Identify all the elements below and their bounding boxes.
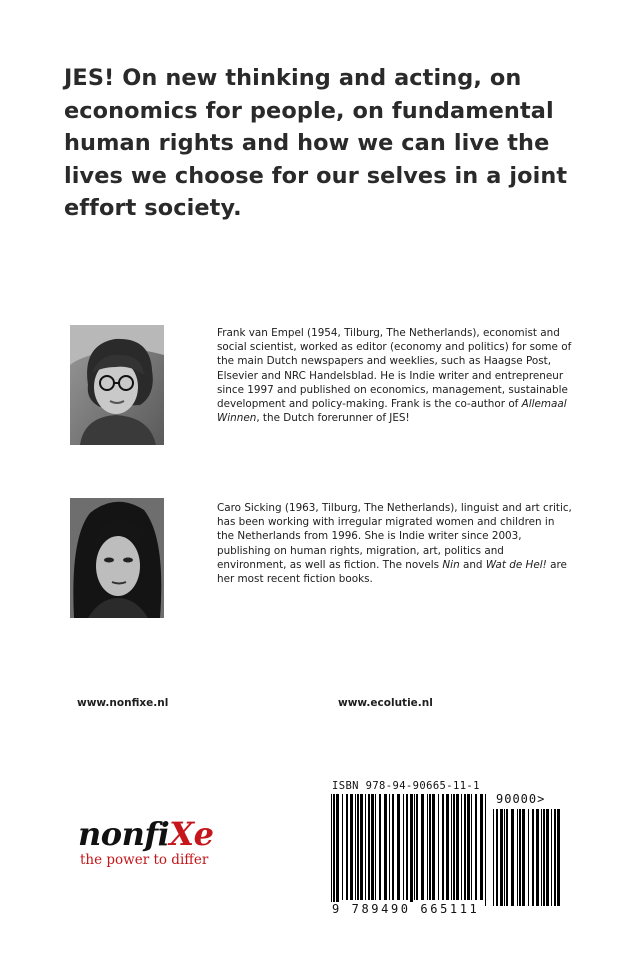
- barcode-bar: [350, 794, 353, 900]
- barcode-bar: [406, 794, 408, 900]
- barcode-bar: [543, 809, 545, 906]
- barcode-bar: [371, 794, 374, 900]
- barcode-bar: [427, 794, 428, 900]
- barcode-bar: [397, 794, 400, 900]
- barcode-bar: [379, 794, 381, 900]
- barcode-bar: [333, 794, 335, 906]
- barcode-bar: [475, 794, 477, 900]
- ean-digits: 9 789490 665111: [332, 902, 480, 916]
- barcode-bar: [342, 794, 343, 900]
- barcode-bar: [500, 809, 503, 906]
- barcode-bar: [506, 809, 508, 906]
- barcode-bar: [528, 809, 529, 906]
- barcode-bar: [336, 794, 339, 906]
- back-cover-headline: JES! On new thinking and acting, on economics for people, on fundamental human rights and how we can live the lives we choose for our selves in a joint effort society.: [64, 65, 568, 221]
- barcode-bar: [536, 809, 539, 906]
- barcode-bar: [389, 794, 390, 900]
- barcode-bar: [451, 794, 452, 900]
- bio-text: and: [459, 558, 486, 571]
- nonfixe-website-link[interactable]: www.nonfixe.nl: [77, 697, 169, 709]
- author-photo-frank: [70, 325, 164, 445]
- barcode-bar: [365, 794, 366, 900]
- barcode-bar: [480, 794, 483, 900]
- barcode-bar: [438, 794, 439, 900]
- barcode-bar: [446, 794, 449, 900]
- barcode-bar: [384, 794, 387, 900]
- barcode-bar: [511, 809, 514, 906]
- author-bio-caro: [217, 501, 572, 586]
- ecolutie-website-link[interactable]: www.ecolutie.nl: [338, 697, 433, 709]
- barcode-bar: [517, 809, 518, 906]
- barcode-bar: [519, 809, 521, 906]
- isbn-label: ISBN 978-94-90665-11-1: [332, 780, 480, 792]
- barcode-bar: [493, 809, 494, 906]
- author-photo-caro: [70, 498, 164, 618]
- barcode-bar: [546, 809, 549, 906]
- barcode-bar: [355, 794, 356, 900]
- barcode-bar: [375, 794, 376, 900]
- ean-barcode-bars: [330, 794, 490, 906]
- barcode-bar: [421, 794, 424, 900]
- barcode-bar: [541, 809, 542, 906]
- bio-text: Frank van Empel (1954, Tilburg, The Netherlands), economist and social scientist, worked as editor (economy and politics) for some of the main Dutch newspapers and weeklies, such as Haagse Post, Elsevier and NRC Handelsblad. He is Indie writer and entrepreneur since 1997 and published on economics, management, sustainable development and policy-making. Frank is the co-author of: [217, 327, 572, 411]
- barcode-bar: [442, 794, 444, 900]
- bio-text: are her most recent fiction books.: [217, 558, 567, 586]
- book-title-wat-de-hel: Wat de Hel!: [485, 558, 547, 571]
- barcode-bar: [346, 794, 348, 900]
- barcode-bar: [464, 794, 466, 900]
- logo-name-accent: Xe: [169, 815, 214, 853]
- publisher-logo-wordmark: [78, 815, 214, 853]
- barcode-bar: [331, 794, 332, 906]
- barcode-bar: [532, 809, 534, 906]
- barcode-bar: [554, 809, 556, 906]
- price-code: 90000>: [496, 792, 546, 806]
- book-title-allemaal-winnen: Allemaal Winnen: [217, 398, 567, 425]
- logo-name-part: nonfi: [78, 815, 170, 853]
- author-bio-frank: [217, 326, 572, 425]
- barcode-bar: [429, 794, 431, 900]
- barcode-bar: [551, 809, 552, 906]
- publisher-tagline: the power to differ: [80, 852, 209, 868]
- barcode-bar: [557, 809, 560, 906]
- barcode-bar: [504, 809, 505, 906]
- price-addon-bars: [492, 809, 560, 906]
- barcode-bar: [360, 794, 363, 900]
- barcode-bar: [467, 794, 470, 900]
- bio-text: , the Dutch forerunner of JES!: [256, 412, 410, 425]
- barcode-bar: [392, 794, 394, 900]
- barcode-bar: [410, 794, 413, 906]
- book-title-nin: Nin: [442, 558, 460, 571]
- bio-text: Caro Sicking (1963, Tilburg, The Netherlands), linguist and art critic, has been working with irregular migrated women and children in the Netherlands from 1996. She is Indie writer since 2003, publishing on human rights, migration, art, politics and environment, as well as fiction. The novels: [217, 502, 572, 571]
- barcode-bar: [357, 794, 359, 900]
- barcode-bar: [456, 794, 459, 900]
- publisher-logo: [78, 815, 214, 868]
- barcode-bar: [416, 794, 418, 900]
- barcode-bar: [414, 794, 415, 900]
- barcode-bar: [485, 794, 486, 906]
- barcode-bar: [496, 809, 498, 906]
- isbn-barcode: [330, 780, 562, 915]
- barcode-bar: [522, 809, 525, 906]
- barcode-bar: [403, 794, 404, 900]
- barcode-bar: [461, 794, 462, 900]
- barcode-bar: [432, 794, 435, 900]
- barcode-bar: [471, 794, 472, 900]
- barcode-bar: [368, 794, 370, 900]
- barcode-bar: [453, 794, 455, 900]
